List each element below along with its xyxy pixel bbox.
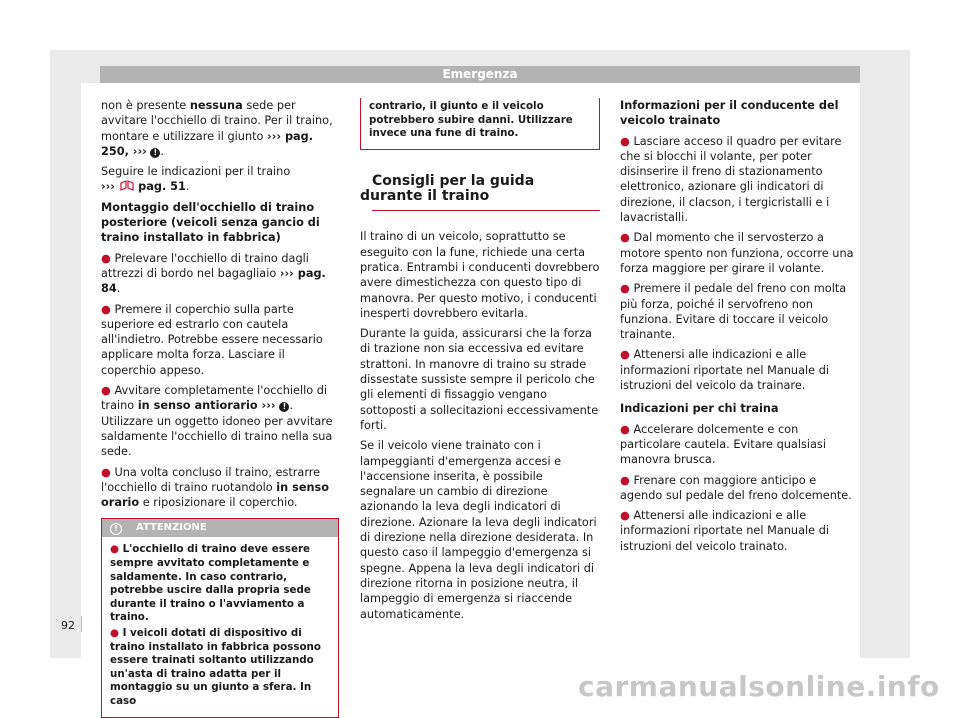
paragraph: Il traino di un veicolo, soprattutto se eseguito con la fune, richiede una certa pratica. Entrambi i conducenti dovrebbero avere dimestichezza con questo tipo di manovra. Per questo motivo, i conducenti inesperti dovrebbero evitarla. bbox=[360, 230, 600, 320]
list-item: ● Dal momento che il servosterzo a motore spento non funziona, occorre una forza maggiore per girare il volante. bbox=[620, 231, 854, 275]
list-item: ● Attenersi alle indicazioni e alle informazioni riportate nel Manuale di istruzioni del veicolo da trainare. bbox=[620, 348, 830, 393]
towing-instructions-paragraph: Seguire le indicazioni per il traino ››› pag. 51. bbox=[101, 165, 291, 194]
list-item: ● Avvitare completamente l'occhiello di traino in senso antiorario ››› ! . Utilizzare un oggetto idoneo per avvitare saldamente l'occhiello di traino nella sua sede. bbox=[101, 384, 333, 459]
warning-ref-icon: ! bbox=[279, 402, 289, 412]
subheading-towed-driver: Informazioni per il conducente del veicolo trainato bbox=[620, 99, 839, 128]
page-ref-link-84[interactable]: ››› pag. 84 bbox=[101, 266, 326, 296]
section-heading-mounting: Montaggio dell'occhiello di traino posteriore (veicoli senza gancio di traino installato in fabbrica) bbox=[101, 200, 320, 245]
warning-continuation-box: contrario, il giunto e il veicolo potrebbero subire danni. Utilizzare invece una fune di traino. bbox=[360, 98, 600, 150]
header-bar bbox=[100, 66, 860, 83]
column-1 bbox=[101, 98, 339, 718]
list-item: ● Lasciare acceso il quadro per evitare che si blocchi il volante, per poter disinserire il freno di stazionamento elettronico, azionare gli indicatori di direzione, il clacson, i tergicristalli e i lavacristalli. bbox=[620, 134, 842, 225]
warning-icon: ! bbox=[110, 523, 122, 535]
paragraph: Se il veicolo viene trainato con i lampeggianti d'emergenza accesi e l'accensione inserita, è possibile segnalare un cambio di direzione azionando la leva degli indicatori di direzione. Azionare la leva degli indicatori di direzione nella direzione desiderata. In questo caso il lampeggio d'emergenza si spegne. Appena la leva degli indicatori di direzione ritorna in posizione neutra, il lampeggio di emergenza si riaccende automaticamente. bbox=[360, 439, 597, 621]
header-title: Emergenza bbox=[442, 67, 518, 81]
towing-book-icon bbox=[119, 180, 135, 192]
intro-paragraph: non è presente nessuna sede per avvitare l'occhiello di traino. Per il traino, montare e utilizzare il giunto ››› pag. 250, ››› ! . bbox=[101, 99, 333, 158]
warning-header: ! ATTENZIONE bbox=[102, 519, 338, 537]
paragraph: Durante la guida, assicurarsi che la forza di trazione non sia eccessiva ed evitare strattoni. In manovre di traino su strade dissestate sussiste sempre il pericolo che gli elementi di fissaggio vengano sottoposti a sollecitazioni eccessivamente forti. bbox=[360, 327, 599, 432]
subheading-towing-driver: Indicazioni per chi traina bbox=[620, 402, 779, 416]
list-item: ● Frenare con maggiore anticipo e agendo sul pedale del freno dolcemente. bbox=[620, 473, 852, 502]
page-ref-link[interactable]: ››› pag. 250, ››› bbox=[101, 129, 314, 158]
footer-divider bbox=[81, 616, 82, 632]
list-item: ● Premere il pedale del freno con molta più forza, poiché il servofreno non funziona. Evitare di toccare il veicolo trainante. bbox=[620, 282, 847, 342]
warning-box bbox=[101, 518, 339, 717]
section-title: Consigli per la guida durante il traino bbox=[360, 174, 600, 212]
list-item: ● Accelerare dolcemente e con particolare cautela. Evitare qualsiasi manovra brusca. bbox=[620, 422, 826, 467]
list-item: ● Una volta concluso il traino, estrarre l'occhiello di traino ruotandolo in senso orario e riposizionare il coperchio. bbox=[101, 465, 330, 510]
list-item: ● Attenersi alle indicazioni e alle informazioni riportate nel Manuale di istruzioni del veicolo trainato. bbox=[620, 509, 830, 553]
warning-item: ● I veicoli dotati di dispositivo di traino installato in fabbrica possono essere trainati soltanto utilizzando un'asta di traino adatta per il montaggio su un giunto a sfera. In caso bbox=[110, 626, 321, 707]
page-ref-link-51[interactable]: pag. 51 bbox=[138, 180, 186, 194]
column-2 bbox=[360, 98, 600, 627]
watermark: carmanualsonline.info bbox=[578, 670, 940, 703]
page-number: 92 bbox=[61, 619, 75, 632]
list-item: ● Prelevare l'occhiello di traino dagli attrezzi di bordo nel bagagliaio ››› pag. 84. bbox=[101, 251, 326, 296]
warning-ref-icon: ! bbox=[150, 148, 160, 158]
column-3 bbox=[620, 98, 860, 559]
list-item: ● Premere il coperchio sulla parte superiore ed estrarlo con cautela all'indietro. Potrebbe essere necessario applicare molta forza. Lasciare il coperchio appeso. bbox=[101, 302, 323, 377]
warning-item: ● L'occhiello di traino deve essere sempre avvitato completamente e saldamente. In caso contrario, potrebbe uscire dalla propria sede durante il traino o l'avviamento a traino. bbox=[110, 543, 311, 624]
warning-body bbox=[102, 537, 338, 716]
